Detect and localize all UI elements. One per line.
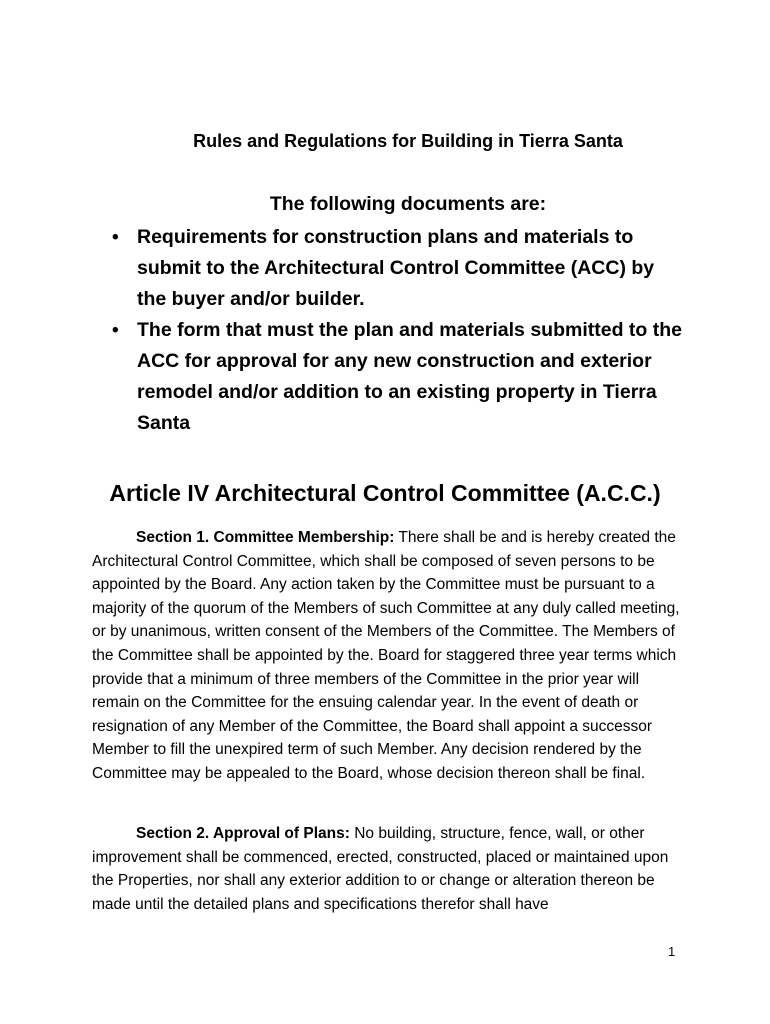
section-1-text: There shall be and is hereby created the Architectural Control Committee, which shall be composed of seven persons to be appointed by the Board. Any action taken by the Committee must be pursuant to a majority of the quorum of the Members of such Committee at any duly called meeting, or by unanimous, written consent of the Members of the Committee. The Members of the Committee shall be appointed by the. Board for staggered three year terms which provide that a minimum of three members of the Committee in the prior year will remain on the Committee for the ensuing calendar year. In the event of death or resignation of any Member of the Committee, the Board shall appoint a successor Member to fill the unexpired term of such Member. Any decision rendered by the Committee may be appealed to the Board, whose decision thereon shall be final. — [92, 529, 680, 782]
bullet-icon: • — [112, 320, 119, 341]
list-item — [112, 222, 687, 315]
section-2-text: No building, structure, fence, wall, or other improvement shall be commenced, erected, constructed, placed or maintained upon the Properties, nor shall any exterior addition to or change or alteration thereon be made until the detailed plans and specifications therefor shall have — [92, 825, 669, 913]
list-item — [112, 315, 687, 439]
article-title: Article IV Architectural Control Committee (A.C.C.) — [109, 480, 661, 506]
page-number: 1 — [668, 944, 676, 959]
section-1-paragraph — [92, 526, 684, 786]
list-item-text: Requirements for construction plans and materials to submit to the Architectural Control Committee (ACC) by the buyer and/or builder. — [137, 226, 655, 310]
section-2-label: Section 2. Approval of Plans: — [136, 825, 350, 842]
document-list — [112, 222, 687, 439]
list-item-text: The form that must the plan and materials submitted to the ACC for approval for any new construction and exterior remodel and/or addition to an existing property in Tierra Santa — [137, 319, 682, 434]
section-2-paragraph — [92, 822, 684, 916]
document-title: Rules and Regulations for Building in Tierra Santa — [193, 131, 623, 151]
bullet-icon: • — [112, 227, 119, 248]
list-heading: The following documents are: — [269, 193, 547, 215]
section-1-label: Section 1. Committee Membership: — [136, 529, 395, 546]
